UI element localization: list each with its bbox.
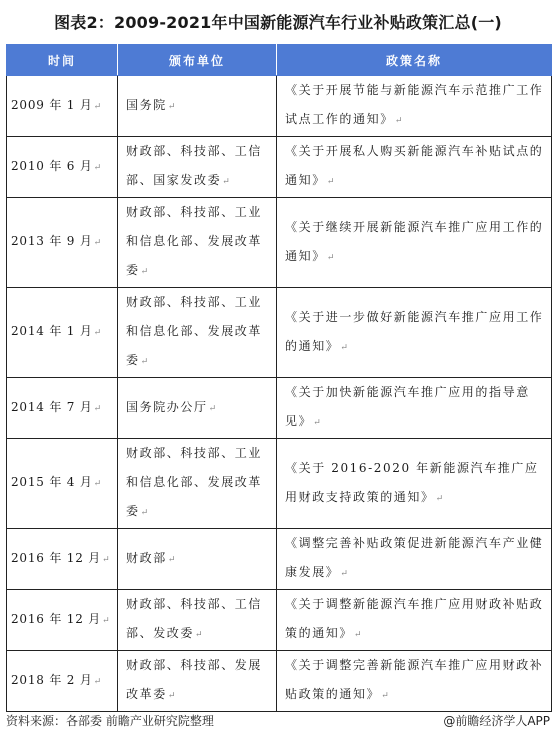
return-mark-icon: ↵ xyxy=(93,162,102,173)
figure-title: 图表2：2009-2021年中国新能源汽车行业补贴政策汇总(一) xyxy=(54,13,502,32)
row-policy: 《关于调整新能源汽车推广应用财政补贴政策的通知》 xyxy=(285,597,544,640)
row-policy-cell xyxy=(277,590,552,651)
return-mark-icon: ↵ xyxy=(354,630,362,640)
table-row xyxy=(7,378,552,439)
table-row xyxy=(7,529,552,590)
return-mark-icon: ↵ xyxy=(167,554,176,565)
row-time-cell xyxy=(7,137,118,198)
return-mark-icon: ↵ xyxy=(140,357,149,367)
row-policy: 《关于加快新能源汽车推广应用的指导意见》 xyxy=(285,385,530,428)
row-time: 2013 年 9 月 xyxy=(11,234,93,248)
row-dept: 国务院 xyxy=(126,97,167,112)
row-time: 2018 年 2 月 xyxy=(11,672,93,687)
return-mark-icon: ↵ xyxy=(326,177,335,187)
row-dept: 财政部、科技部、工业和信息化部、发展改革委 xyxy=(126,295,263,367)
row-policy: 《关于进一步做好新能源汽车推广应用工作的通知》 xyxy=(285,309,544,353)
row-dept-cell xyxy=(118,137,277,198)
row-dept: 财政部、科技部、工信部、发改委 xyxy=(126,597,263,640)
row-dept-cell xyxy=(118,198,277,288)
row-time: 2014 年 1 月 xyxy=(11,324,93,338)
table-row xyxy=(7,288,552,378)
row-policy: 《关于开展节能与新能源汽车示范推广工作试点工作的通知》 xyxy=(285,83,544,126)
row-time-cell xyxy=(7,439,118,529)
row-policy-cell xyxy=(277,198,552,288)
table-row xyxy=(7,651,552,712)
return-mark-icon: ↵ xyxy=(167,101,176,112)
row-dept: 财政部 xyxy=(126,550,167,565)
row-time-cell xyxy=(7,529,118,590)
row-time: 2016 年 12 月 xyxy=(11,550,102,565)
row-policy: 《关于开展私人购买新能源汽车补贴试点的通知》 xyxy=(285,144,544,187)
footer xyxy=(6,712,550,729)
return-mark-icon: ↵ xyxy=(102,615,110,626)
row-time-cell xyxy=(7,651,118,712)
row-time: 2016 年 12 月 xyxy=(11,611,102,626)
return-mark-icon: ↵ xyxy=(381,691,389,701)
row-policy-cell xyxy=(277,137,552,198)
return-mark-icon: ↵ xyxy=(102,554,110,565)
table-row xyxy=(7,198,552,288)
source-note: 资料来源：各部委 前瞻产业研究院整理 xyxy=(6,714,214,728)
return-mark-icon: ↵ xyxy=(394,116,403,126)
return-mark-icon: ↵ xyxy=(167,691,176,701)
return-mark-icon: ↵ xyxy=(208,403,217,414)
return-mark-icon: ↵ xyxy=(93,403,102,414)
table-row xyxy=(7,439,552,529)
row-dept: 财政部、科技部、工业和信息化部、发展改革委 xyxy=(126,205,263,277)
row-policy: 《调整完善补贴政策促进新能源汽车产业健康发展》 xyxy=(285,536,544,579)
row-dept-cell xyxy=(118,529,277,590)
row-policy: 《关于 2016-2020 年新能源汽车推广应用财政支持政策的通知》 xyxy=(285,460,539,504)
return-mark-icon: ↵ xyxy=(93,101,102,112)
return-mark-icon: ↵ xyxy=(313,418,321,428)
row-dept: 财政部、科技部、发展改革委 xyxy=(126,658,263,701)
row-time: 2015 年 4 月 xyxy=(11,475,93,489)
return-mark-icon: ↵ xyxy=(140,267,149,277)
header-dept: 颁布单位 xyxy=(118,45,277,76)
return-mark-icon: ↵ xyxy=(93,328,102,338)
row-dept: 财政部、科技部、工信部、国家发改委 xyxy=(126,144,263,187)
row-dept-cell xyxy=(118,288,277,378)
row-policy-cell xyxy=(277,529,552,590)
return-mark-icon: ↵ xyxy=(195,630,203,640)
return-mark-icon: ↵ xyxy=(326,252,335,263)
row-dept-cell xyxy=(118,590,277,651)
policy-table xyxy=(6,44,552,712)
return-mark-icon: ↵ xyxy=(93,238,102,248)
row-dept-cell xyxy=(118,76,277,137)
row-dept: 国务院办公厅 xyxy=(126,399,208,414)
row-policy-cell xyxy=(277,288,552,378)
header-time: 时间 xyxy=(7,45,118,76)
row-dept-cell xyxy=(118,439,277,529)
row-time-cell xyxy=(7,76,118,137)
row-time-cell xyxy=(7,288,118,378)
table-row xyxy=(7,590,552,651)
row-time-cell xyxy=(7,378,118,439)
return-mark-icon: ↵ xyxy=(222,177,230,187)
table-row xyxy=(7,137,552,198)
row-policy: 《关于继续开展新能源汽车推广应用工作的通知》 xyxy=(285,219,544,263)
row-dept-cell xyxy=(118,378,277,439)
row-dept: 财政部、科技部、工业和信息化部、发展改革委 xyxy=(126,446,263,518)
row-policy-cell xyxy=(277,651,552,712)
table-header-row xyxy=(7,45,552,76)
return-mark-icon: ↵ xyxy=(435,493,444,504)
row-policy-cell xyxy=(277,378,552,439)
row-dept-cell xyxy=(118,651,277,712)
return-mark-icon: ↵ xyxy=(93,676,102,687)
return-mark-icon: ↵ xyxy=(340,342,348,353)
table-row xyxy=(7,76,552,137)
return-mark-icon: ↵ xyxy=(340,569,348,579)
row-policy-cell xyxy=(277,439,552,529)
header-policy: 政策名称 xyxy=(277,45,552,76)
return-mark-icon: ↵ xyxy=(140,508,149,518)
return-mark-icon: ↵ xyxy=(93,479,102,489)
row-policy: 《关于调整完善新能源汽车推广应用财政补贴政策的通知》 xyxy=(285,658,544,701)
row-time: 2010 年 6 月 xyxy=(11,158,93,173)
row-time-cell xyxy=(7,590,118,651)
row-time: 2009 年 1 月 xyxy=(11,97,93,112)
row-time: 2014 年 7 月 xyxy=(11,399,93,414)
row-policy-cell xyxy=(277,76,552,137)
credit-note: @前瞻经济学人APP xyxy=(443,714,550,728)
row-time-cell xyxy=(7,198,118,288)
